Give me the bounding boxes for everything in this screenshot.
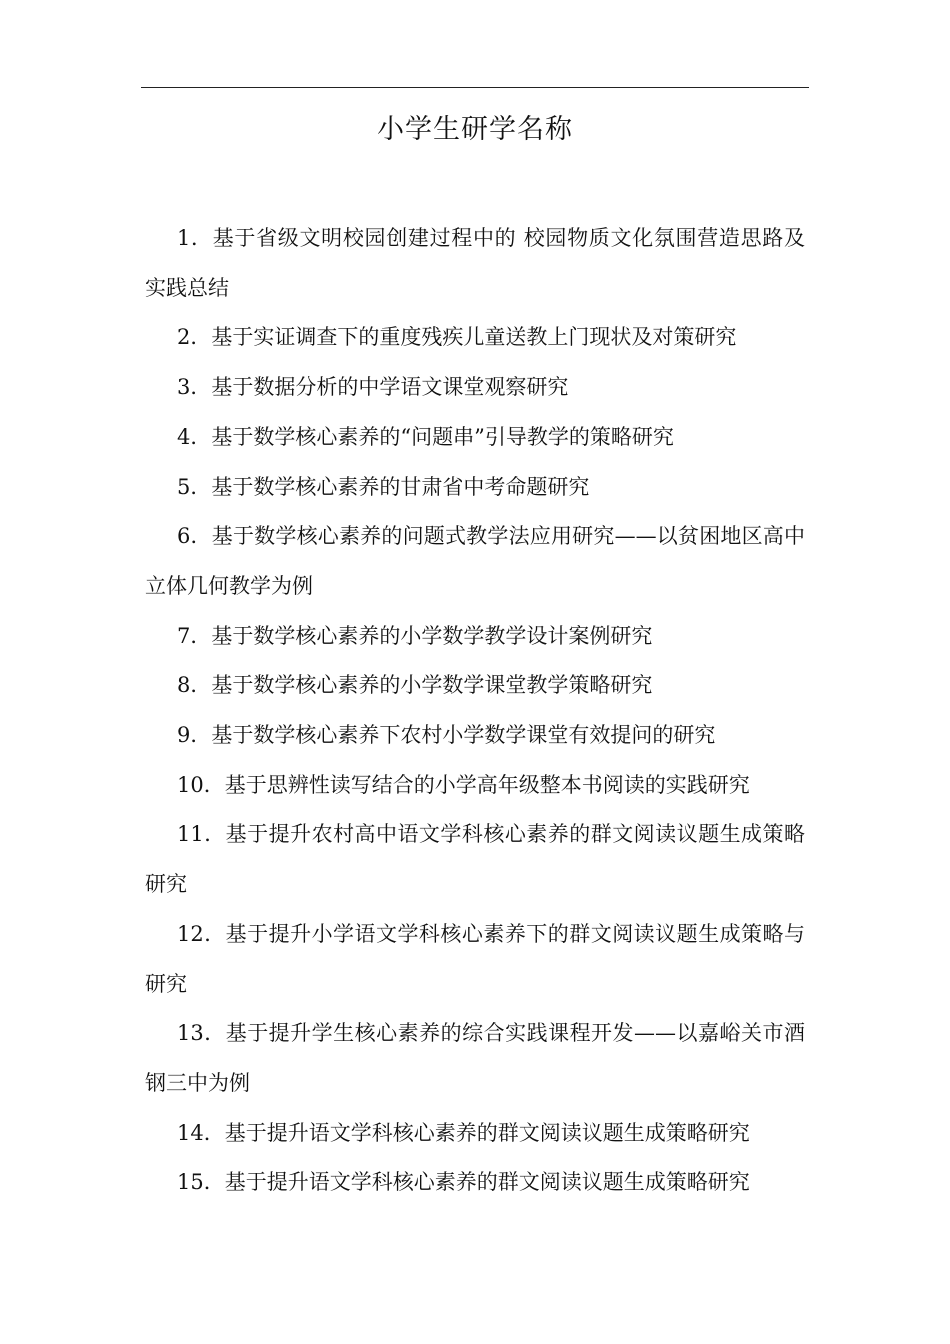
list-item: 11．基于提升农村高中语文学科核心素养的群文阅读议题生成策略研究 xyxy=(145,822,805,897)
list-item: 9．基于数学核心素养下农村小学数学课堂有效提问的研究 xyxy=(177,723,716,748)
list-item: 15．基于提升语文学科核心素养的群文阅读议题生成策略研究 xyxy=(177,1170,750,1195)
document-title: 小学生研学名称 xyxy=(377,114,573,145)
list-item: 13．基于提升学生核心素养的综合实践课程开发——以嘉峪关市酒钢三中为例 xyxy=(145,1021,805,1095)
list-item: 6．基于数学核心素养的问题式教学法应用研究——以贫困地区高中立体几何教学为例 xyxy=(145,524,805,598)
list-item: 12．基于提升小学语文学科核心素养下的群文阅读议题生成策略与研究 xyxy=(145,921,805,996)
list-item: 14．基于提升语文学科核心素养的群文阅读议题生成策略研究 xyxy=(177,1120,750,1145)
list-item: 5．基于数学核心素养的甘肃省中考命题研究 xyxy=(177,474,590,499)
list-item: 8．基于数学核心素养的小学数学课堂教学策略研究 xyxy=(177,673,653,698)
list-item: 4．基于数学核心素养的“问题串”引导教学的策略研究 xyxy=(177,424,674,449)
header-rule xyxy=(141,87,809,88)
list-item: 10．基于思辨性读写结合的小学高年级整本书阅读的实践研究 xyxy=(177,772,750,797)
topic-list xyxy=(145,214,805,1208)
list-item: 3．基于数据分析的中学语文课堂观察研究 xyxy=(177,375,569,400)
list-item: 7．基于数学核心素养的小学数学教学设计案例研究 xyxy=(177,623,653,648)
list-item: 2．基于实证调查下的重度残疾儿童送教上门现状及对策研究 xyxy=(177,325,737,350)
list-item: 1．基于省级文明校园创建过程中的 校园物质文化氛围营造思路及实践总结 xyxy=(145,226,805,300)
